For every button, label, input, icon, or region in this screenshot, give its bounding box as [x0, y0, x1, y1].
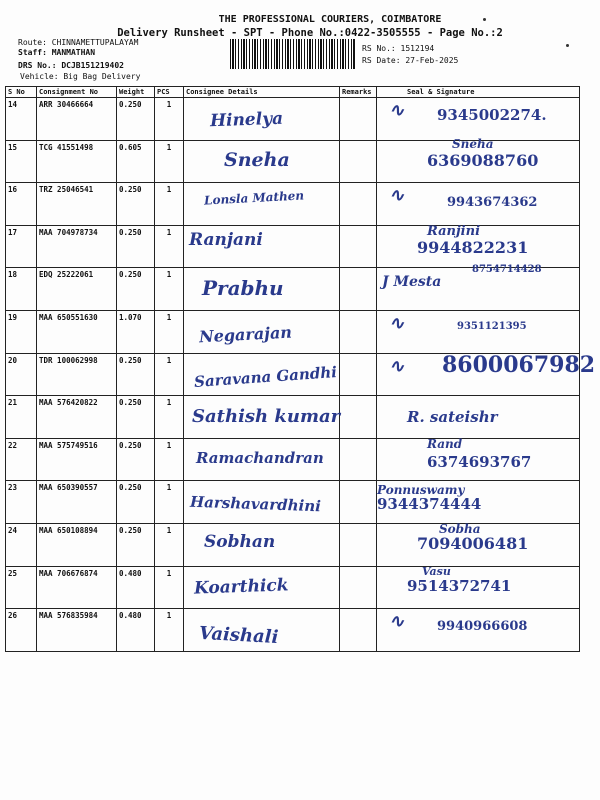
barcode — [230, 39, 356, 69]
signature-scribble: ∿ — [389, 355, 405, 377]
signature-text: Sobha — [439, 521, 481, 536]
signature-scribble: ∿ — [389, 611, 405, 633]
consignee-name: Prabhu — [202, 276, 284, 301]
row-sno: 25 — [6, 566, 37, 609]
weight: 0.250 — [117, 225, 155, 268]
consignment-number: TCG 41551498 — [37, 140, 117, 183]
row-sno: 17 — [6, 225, 37, 268]
signature-cell — [377, 136, 580, 183]
row-sno: 15 — [6, 140, 37, 183]
consignment-number: EDQ 25222061 — [37, 268, 117, 311]
table-row — [6, 140, 580, 183]
table-row — [6, 396, 580, 439]
phone-number: 9345002274. — [437, 106, 547, 124]
remarks-cell — [340, 353, 377, 396]
scan-speck — [566, 44, 569, 47]
row-sno: 14 — [6, 98, 37, 141]
signature-text: Ranjini — [427, 223, 481, 239]
pcs: 1 — [155, 183, 184, 226]
signature-text: Rand — [427, 436, 463, 451]
signature-cell — [377, 310, 580, 353]
consignee-cell — [184, 183, 340, 226]
table-row — [6, 566, 580, 609]
signature-cell — [377, 351, 596, 396]
row-sno: 19 — [6, 310, 37, 353]
consignee-cell — [184, 481, 340, 524]
phone-number: 8754714428 — [472, 264, 542, 276]
phone-number: 6369088760 — [427, 150, 539, 170]
phone-number: 9351121395 — [457, 320, 527, 332]
consignee-cell — [184, 523, 340, 566]
table-row — [6, 225, 580, 268]
remarks-cell — [340, 481, 377, 524]
phone-number: 9944822231 — [417, 237, 529, 257]
pcs: 1 — [155, 481, 184, 524]
weight: 0.605 — [117, 140, 155, 183]
company-title: THE PROFESSIONAL COURIERS, COIMBATORE — [218, 14, 442, 25]
weight: 0.250 — [117, 353, 155, 396]
signature-cell — [377, 225, 580, 268]
signature-cell — [377, 566, 580, 609]
signature-text: Vasu — [422, 564, 451, 578]
consignee-cell — [184, 268, 340, 311]
consignment-number: TRZ 25046541 — [37, 183, 117, 226]
consignment-number: MAA 706676874 — [37, 566, 117, 609]
phone-number: 9943674362 — [447, 195, 538, 211]
phone-number: 9514372741 — [407, 576, 512, 595]
consignee-cell — [184, 609, 340, 652]
remarks-cell — [340, 268, 377, 311]
scan-speck — [483, 18, 486, 21]
signature-scribble: ∿ — [389, 100, 405, 121]
consignee-name: Harshavardhini — [189, 493, 322, 516]
row-sno: 23 — [6, 481, 37, 524]
phone-number: 8600067982 — [442, 351, 596, 378]
consignee-cell — [184, 310, 340, 353]
consignee-name: Sneha — [224, 148, 290, 171]
row-sno: 21 — [6, 396, 37, 439]
consignee-name: Saravana Gandhi — [193, 362, 338, 391]
row-sno: 24 — [6, 523, 37, 566]
consignment-number: MAA 650390557 — [37, 481, 117, 524]
runsheet-title: Delivery Runsheet - SPT - Phone No.:0422-3505555 - Page No.:2 — [117, 27, 503, 39]
weight: 0.250 — [117, 98, 155, 141]
phone-number: 7094006481 — [417, 533, 529, 553]
signature-text: R. sateishr — [407, 408, 498, 427]
signature-cell — [377, 481, 580, 524]
rs-date: RS Date: 27-Feb-2025 — [362, 56, 459, 65]
table-row — [6, 268, 580, 311]
consignee-name: Koarthick — [193, 574, 289, 599]
phone-number: 9344374444 — [377, 495, 482, 514]
signature-text: Ponnuswamy — [377, 483, 465, 498]
runsheet-table — [5, 86, 596, 652]
consignee-name: Hinelya — [209, 108, 284, 132]
weight: 0.250 — [117, 523, 155, 566]
col-remarks: Remarks — [340, 87, 377, 98]
consignment-number: TDR 100062998 — [37, 353, 117, 396]
col-signature: Seal & Signature — [377, 87, 580, 98]
weight: 0.250 — [117, 438, 155, 481]
consignment-number: MAA 650551630 — [37, 310, 117, 353]
consignment-number: MAA 576420822 — [37, 396, 117, 439]
table-row — [6, 438, 580, 481]
consignee-name: Ranjani — [189, 229, 263, 250]
consignment-number: MAA 650108894 — [37, 523, 117, 566]
pcs: 1 — [155, 566, 184, 609]
pcs: 1 — [155, 140, 184, 183]
table-row — [6, 310, 580, 353]
drs-number: DRS No.: DCJB151219402 — [18, 61, 124, 70]
rs-number: RS No.: 1512194 — [362, 44, 435, 53]
consignee-cell — [184, 98, 340, 141]
phone-number: 9940966608 — [437, 619, 528, 635]
weight: 0.480 — [117, 609, 155, 652]
remarks-cell — [340, 609, 377, 652]
consignee-cell — [184, 225, 340, 268]
signature-cell — [377, 396, 580, 439]
remarks-cell — [340, 140, 377, 183]
consignee-name: Vaishali — [198, 623, 279, 649]
weight: 0.480 — [117, 566, 155, 609]
pcs: 1 — [155, 396, 184, 439]
remarks-cell — [340, 396, 377, 439]
remarks-cell — [340, 310, 377, 353]
weight: 0.250 — [117, 268, 155, 311]
col-consignment: Consignment No — [37, 87, 117, 98]
pcs: 1 — [155, 609, 184, 652]
consignee-name: Ramachandran — [196, 448, 324, 467]
col-consignee: Consignee Details — [184, 87, 340, 98]
phone-number: 6374693767 — [427, 452, 532, 471]
consignee-cell — [184, 140, 340, 183]
weight: 0.250 — [117, 183, 155, 226]
pcs: 1 — [155, 98, 184, 141]
table-row — [6, 523, 580, 566]
pcs: 1 — [155, 268, 184, 311]
consignment-number: MAA 704978734 — [37, 225, 117, 268]
consignment-number: MAA 576835984 — [37, 609, 117, 652]
table-row — [6, 609, 580, 652]
row-sno: 20 — [6, 353, 37, 396]
row-sno: 16 — [6, 183, 37, 226]
consignee-name: Lonsla Mathen — [203, 188, 305, 208]
weight: 0.250 — [117, 481, 155, 524]
pcs: 1 — [155, 310, 184, 353]
col-pcs: PCS — [155, 87, 184, 98]
signature-text: J Mesta — [382, 274, 442, 291]
consignment-number: MAA 575749516 — [37, 438, 117, 481]
consignee-name: Negarajan — [198, 322, 293, 347]
pcs: 1 — [155, 353, 184, 396]
signature-text: Sneha — [452, 136, 494, 151]
signature-cell — [377, 523, 580, 566]
signature-cell — [377, 183, 580, 226]
col-sno: S No — [6, 87, 37, 98]
vehicle: Vehicle: Big Bag Delivery — [20, 72, 141, 81]
col-weight: Weight — [117, 87, 155, 98]
weight: 1.070 — [117, 310, 155, 353]
table-row — [6, 353, 580, 396]
row-sno: 18 — [6, 268, 37, 311]
remarks-cell — [340, 225, 377, 268]
signature-cell — [377, 264, 580, 311]
signature-cell — [377, 438, 580, 481]
table-row — [6, 183, 580, 226]
consignee-name: Sathish kumar — [192, 406, 341, 428]
table-row — [6, 481, 580, 524]
remarks-cell — [340, 566, 377, 609]
consignment-number: ARR 30466664 — [37, 98, 117, 141]
consignee-cell — [184, 396, 340, 439]
table-header — [6, 87, 580, 98]
weight: 0.250 — [117, 396, 155, 439]
signature-cell — [377, 609, 580, 652]
consignee-cell — [184, 438, 340, 481]
remarks-cell — [340, 523, 377, 566]
signature-cell — [377, 98, 580, 141]
signature-scribble: ∿ — [389, 185, 405, 207]
consignee-name: Sobhan — [204, 531, 276, 552]
table-row — [6, 98, 580, 141]
pcs: 1 — [155, 225, 184, 268]
pcs: 1 — [155, 523, 184, 566]
staff: Staff: MANMATHAN — [18, 48, 96, 57]
remarks-cell — [340, 183, 377, 226]
remarks-cell — [340, 438, 377, 481]
pcs: 1 — [155, 438, 184, 481]
remarks-cell — [340, 98, 377, 141]
row-sno: 26 — [6, 609, 37, 652]
row-sno: 22 — [6, 438, 37, 481]
consignee-cell — [184, 566, 340, 609]
route: Route: CHINNAMETTUPALAYAM — [18, 38, 139, 47]
signature-scribble: ∿ — [389, 312, 405, 334]
consignee-cell — [184, 353, 340, 396]
